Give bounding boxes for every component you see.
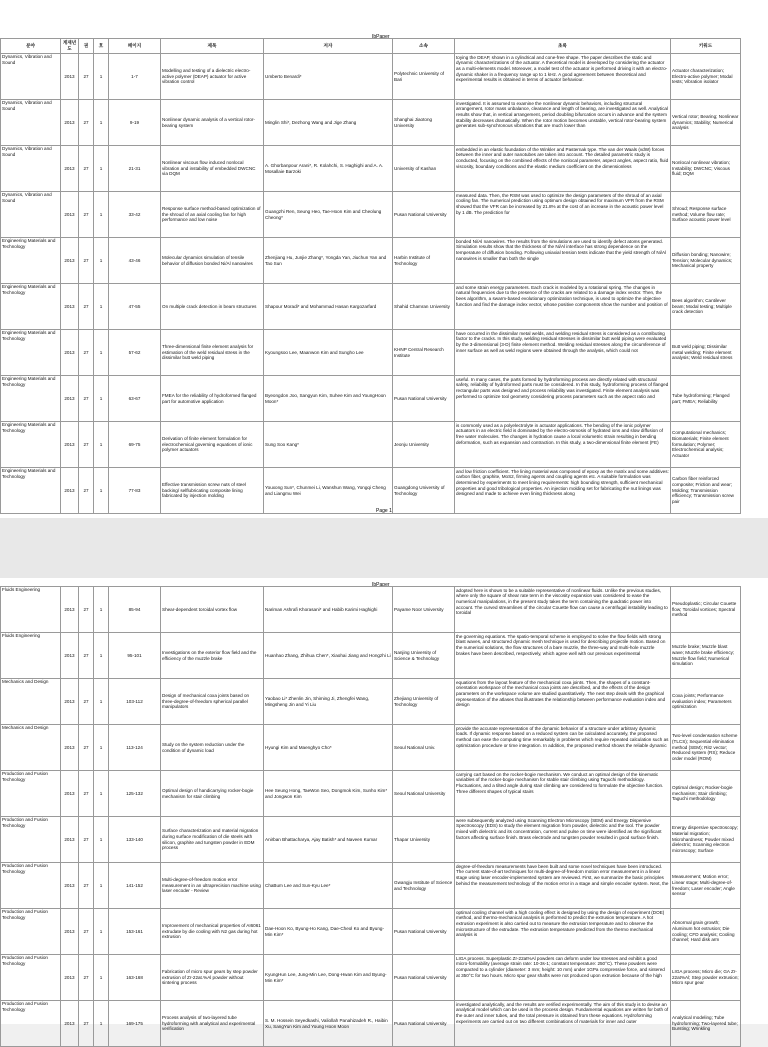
cell-year: 2013 — [61, 1001, 79, 1047]
document-page-2 — [0, 578, 768, 1032]
table-row — [1, 376, 741, 422]
cell-affiliation: Pusan National University — [393, 376, 455, 422]
cell-volume: 27 — [79, 100, 94, 146]
table-row — [1, 238, 741, 284]
cell-affiliation: Shanghai Jiaotong University — [393, 100, 455, 146]
cell-authors: S. M. Hossein Seyedkashi, Valiollah Panahizadeh R., Haibin Xu, SangYun Kim and Young Hoon Moon — [264, 1001, 393, 1047]
cell-pages: 69-75 — [109, 422, 161, 468]
cell-title: Fabrication of micro spur gears by step powder extrusion of Zr-22at.%Al powder without sintering process — [161, 955, 264, 1001]
cell-abstract — [455, 771, 671, 817]
col-header-affiliation: 소속 — [393, 39, 455, 54]
cell-field: Engineering Materials and Technology — [1, 422, 61, 468]
cell-affiliation: Zhejiang University of Technology — [393, 679, 455, 725]
cell-affiliation: Jeonju University — [393, 422, 455, 468]
cell-volume: 27 — [79, 422, 94, 468]
abstract-text: equations from the layout feature of the mechanical coxa joints. Then, the shapes of a constant-orientation workspace of the mechanical coxa joints are described, and the effects of the design parameters on the workspace volume are studied quantitatively. The next step deals with the graphical representation of the atlases that illustrates the relationship between performance evaluation index and design — [456, 679, 666, 708]
col-header-abstract: 초록 — [455, 39, 671, 54]
cell-volume: 27 — [79, 468, 94, 514]
cell-pages: 125-132 — [109, 771, 161, 817]
cell-field: Production and Fusion Technology — [1, 955, 61, 1001]
table-body-page-2 — [1, 587, 741, 1047]
cell-authors: Minglin Shi*, Dezhong Wang and Jige Zhang — [264, 100, 393, 146]
cell-pages: 141-152 — [109, 863, 161, 909]
cell-volume: 27 — [79, 771, 94, 817]
cell-abstract — [455, 955, 671, 1001]
cell-abstract — [455, 146, 671, 192]
cell-authors: Zhenjiang Hu, Junjie Zhang*, Yongda Yan, Jiuchun Yan and Tao Sun — [264, 238, 393, 284]
cell-abstract — [455, 284, 671, 330]
abstract-text: is commonly used as a polyelectrolyte in actuator applications. The bending of the ionic polymer actuators in an electric field is dominated by the electro-osmosis of hydrated ions and slow diffusion of free water molecules. The changes in hydration cause a local volumetric strain resulting in bending deformation, such as expansion and contraction. In this study, a two-dimensional finite element (FE) — [456, 422, 663, 445]
col-header-authors: 저자 — [264, 39, 393, 54]
abstract-text: investigated analytically, and the results are verified experimentally. The aim of this study is to devise an analytical model which can be used in the process design. Fundamental equations are written for both of the outer and inner tubes, and the total pressure is obtained from these equations. Hydroforming experiments are carried out on two different combinations of materials for inner and outer — [456, 1001, 669, 1024]
cell-title: Nonlinear viscous flow induced nonlocal vibration and instability of embedded DWCNC via DQM — [161, 146, 264, 192]
cell-field: Production and Fusion Technology — [1, 1001, 61, 1047]
cell-affiliation: Seoul National Univ. — [393, 725, 455, 771]
cell-volume: 27 — [79, 376, 94, 422]
cell-issue: 1 — [94, 679, 109, 725]
cell-keywords: Muzzle brake; Muzzle blast wave; Muzzle brake efficiency; Muzzle flow field; Numerical simulation — [671, 633, 741, 679]
cell-year: 2013 — [61, 679, 79, 725]
cell-authors: Dae-Hoon Ko, Byung-Ho Kang, Dae-Cheol Ko and Byung-Min Kim* — [264, 909, 393, 955]
cell-issue: 1 — [94, 725, 109, 771]
cell-authors: Youxong Sun*, Chunmei Li, Wanshun Wang, Yongqi Cheng and Liangmu Wei — [264, 468, 393, 514]
cell-abstract — [455, 863, 671, 909]
cell-year: 2013 — [61, 422, 79, 468]
cell-year: 2013 — [61, 863, 79, 909]
table-body-page-1 — [1, 54, 741, 514]
table-row — [1, 192, 741, 238]
col-header-issue: 호 — [94, 39, 109, 54]
cell-abstract — [455, 330, 671, 376]
cell-keywords: Butt weld piping; Dissimilar metal welding; Finite element analysis; Weld residual stress — [671, 330, 741, 376]
cell-affiliation: Pusan National University — [393, 1001, 455, 1047]
cell-volume: 27 — [79, 146, 94, 192]
table-row — [1, 817, 741, 863]
abstract-text: have occurred in the dissimilar metal welds, and welding residual stress is considered as a contributing factor to the cracks. In this study, welding residual stresses in dissimilar butt weld piping were evaluated by the 3-dimensional (3-D) finite element method. Welding residual stresses along the circumference of inner surface as well as weld regions were obtained through the analysis, which could not — [456, 330, 667, 353]
cell-pages: 103-112 — [109, 679, 161, 725]
page-separator — [0, 518, 768, 578]
cell-issue: 1 — [94, 100, 109, 146]
cell-volume: 27 — [79, 909, 94, 955]
cell-title: Study on the system reduction under the condition of dynamic load — [161, 725, 264, 771]
cell-affiliation: Nanjing University of Science & Technology — [393, 633, 455, 679]
cell-keywords: Abnormal grain growth; Aluminum hot extrusion; Die cooling; CFD analysis; Cooling channel; Hard disk arm — [671, 909, 741, 955]
table-row — [1, 771, 741, 817]
cell-year: 2013 — [61, 100, 79, 146]
cell-issue: 1 — [94, 863, 109, 909]
cell-volume: 27 — [79, 54, 94, 100]
cell-issue: 1 — [94, 909, 109, 955]
cell-keywords: Measurement; Motion error; Linear stage; Multi-degree-of-freedom; Laser encoder; Angle sensor — [671, 863, 741, 909]
cell-pages: 63-67 — [109, 376, 161, 422]
cell-year: 2013 — [61, 587, 79, 633]
abstract-text: embedded in an elastic foundation of the Winkler and Pasternak type. The van der Waals (vdW) forces between the inner and outer nanotubes are taken into account. The detailed parametric study is conducted, focusing on the combined effects of the nonlocal parameter, aspect angles, aspect ratio, fluid viscosity, boundary conditions and the elastic medium coefficient on the dimensionless — [456, 146, 669, 169]
cell-authors: Nariman Ashrafi Khorasani* and Habib Karimi Haghighi — [264, 587, 393, 633]
cell-issue: 1 — [94, 376, 109, 422]
cell-pages: 133-140 — [109, 817, 161, 863]
cell-pages: 77-83 — [109, 468, 161, 514]
abstract-text: measured data. Then, the RSM was used to optimize the design parameters of the shroud of an axial cooling fan. The numerical prediction using optimum design obtained for maximum VFR from the RSM showed that the VFR can be increased by 21.8% at the cost of an increase in the acoustic power level by 1 dB. The prediction for — [456, 192, 664, 215]
cell-year: 2013 — [61, 771, 79, 817]
cell-year: 2013 — [61, 238, 79, 284]
table-row — [1, 863, 741, 909]
cell-title: Modelling and testing of a dielectric electro-active polymer (DEAP) actuator for active vibration control — [161, 54, 264, 100]
table-row — [1, 468, 741, 514]
cell-pages: 113-124 — [109, 725, 161, 771]
cell-keywords: Analytical modeling; Tube hydroforming; Two-layered tube; Bursting; Wrinkling — [671, 1001, 741, 1047]
table-row — [1, 284, 741, 330]
cell-issue: 1 — [94, 146, 109, 192]
cell-affiliation: Shahid Chamran University — [393, 284, 455, 330]
cell-abstract — [455, 633, 671, 679]
cell-affiliation: Thapar University — [393, 817, 455, 863]
cell-abstract — [455, 192, 671, 238]
cell-keywords: Optimal design; Rocker-bogie mechanism; Stair climbing; Taguchi methodology — [671, 771, 741, 817]
cell-year: 2013 — [61, 468, 79, 514]
cell-authors: Hyungi Kim and Maenghyo Cho* — [264, 725, 393, 771]
cell-volume: 27 — [79, 192, 94, 238]
cell-issue: 1 — [94, 633, 109, 679]
cell-field: Engineering Materials and Technology — [1, 330, 61, 376]
cell-affiliation: Harbin Institute of Technology — [393, 238, 455, 284]
cell-title: Design of mechanical coxa joints based on three-degree-of-freedom spherical parallel manipulators — [161, 679, 264, 725]
abstract-text: optimal cooling channel with a high cooling effect is designed by using the design of experiment (DOE) method, and thermo-mechanical analysis is performed to predict the extrusion temperature. A hot extrusion experiment is also carried out to measure the extrusion temperature and to observe the microstructure of the extrudate. The extrusion temperature predicted from the thermo mechanical analysis is — [456, 909, 665, 938]
cell-year: 2013 — [61, 330, 79, 376]
col-header-field: 분야 — [1, 39, 61, 54]
cell-pages: 47-55 — [109, 284, 161, 330]
cell-title: Shear-dependent toroidal vortex flow — [161, 587, 264, 633]
cell-keywords: Diffusion bonding; Nanowire; Tension; Molecular dynamics; Mechanical property — [671, 238, 741, 284]
cell-authors: A. Ghorbanpour Arani*, R. Kolahchi, S. Haghighi and A. A. Mosallaie Barzoki — [264, 146, 393, 192]
cell-authors: ChaBum Lee and Sun-Kyu Lee* — [264, 863, 393, 909]
cell-issue: 1 — [94, 284, 109, 330]
cell-keywords: Nonlocal nonlinear vibration; Instability; DWCNC; Viscous fluid; DQM — [671, 146, 741, 192]
cell-keywords: Carbon fiber reinforced composite; Friction and wear; Molding; Transmission efficiency; Transmission screw pair — [671, 468, 741, 514]
cell-keywords: Actuator characterization; Electro-active polymer; Modal tests; Vibration isolator — [671, 54, 741, 100]
cell-volume: 27 — [79, 817, 94, 863]
abstract-text: bonded Ni/Al nanowires. The results from the simulations are used to identify defect atoms generated. Simulation results show that the thickness of the Ni/Al interface has strong dependence on the temperature of diffusion bonding. Following uniaxial tension tests indicate that the yield strength of Ni/Al nanowires is smaller than both the single — [456, 238, 667, 261]
cell-pages: 57-62 — [109, 330, 161, 376]
abstract-text: toying the DEAP, shown in a cylindrical and cone-free shape. The paper describes the static and dynamic characterizations of the actuator. A theoretical model is developed by considering the actuator as a multi-elements model. Moreover, a model test of the actuator is performed driving it with an electro-dynamic shaker in a frequency range up to 1 kHz. A good agreement between theoretical and experimental results is obtained in terms of actuator behaviour. — [456, 54, 668, 83]
abstract-text: carrying cart based on the rocker-bogie mechanism. We conduct an optimal design of the kinematic variables of the rocker-bogie mechanism for stable stair climbing using Taguchi methodology. Fluctuations, and a tilted angle during stair climbing are considered to formulate the objective function. Three different shapes of typical stairs — [456, 771, 664, 794]
cell-keywords: Pseudoplastic; Circular Couette flow; Toroidal vortices; Spectral method — [671, 587, 741, 633]
cell-issue: 1 — [94, 238, 109, 284]
table-row — [1, 633, 741, 679]
cell-title: Process analysis of two-layered tube hydroforming with analytical and experimental verification — [161, 1001, 264, 1047]
cell-keywords: LIGA process; Micro die; GA Zr-22at%Al; Step powder extrusion; Micro spur gear — [671, 955, 741, 1001]
cell-issue: 1 — [94, 1001, 109, 1047]
cell-authors: Anirban Bhattacharya, Ajay Batish* and Naveen Kumar — [264, 817, 393, 863]
cell-keywords: Two-level condensation scheme (TLCS); Sequential elimination method (SEM); Ritz vector; Reduced system (RS); Reduce order model (ROM) — [671, 725, 741, 771]
cell-affiliation: University of Kashan — [393, 146, 455, 192]
abstract-text: and low friction coefficient. The lining material was composed of epoxy as the matrix and some additives: carbon fiber, graphite, MoS2, firming agents and coupling agents etc. A suitable formulation was determined by experiments to meet lining requirements: high bounding strength, sufficient mechanical properties and good tribological properties. An injection molding set for fabricating the nut linings was designed and made to achieve even lining thickness along — [456, 468, 669, 497]
cell-abstract — [455, 376, 671, 422]
cell-pages: 9-19 — [109, 100, 161, 146]
cell-field: Production and Fusion Technology — [1, 909, 61, 955]
cell-volume: 27 — [79, 955, 94, 1001]
cell-year: 2013 — [61, 817, 79, 863]
col-header-volume: 권 — [79, 39, 94, 54]
cell-abstract — [455, 100, 671, 146]
table-row — [1, 679, 741, 725]
cell-volume: 27 — [79, 863, 94, 909]
cell-title: On multiple crack detection in beam structures — [161, 284, 264, 330]
cell-year: 2013 — [61, 192, 79, 238]
abstract-text: and some strain energy parameters. Each crack is modeled by a rotational spring. The changes in natural frequencies due to the presence of the cracks are related to a damage index vector. Then, the bees algorithm, a swarm-based evolutionary optimization technique, is used to optimize the objective function and find the damage index vector, whose positive components show the number and position of — [456, 284, 668, 307]
table-row — [1, 725, 741, 771]
table-row — [1, 587, 741, 633]
cell-issue: 1 — [94, 955, 109, 1001]
cell-field: Engineering Materials and Technology — [1, 376, 61, 422]
cell-volume: 27 — [79, 238, 94, 284]
cell-pages: 163-168 — [109, 955, 161, 1001]
cell-field: Mechanics and Design — [1, 725, 61, 771]
cell-volume: 27 — [79, 284, 94, 330]
cell-keywords: Tube hydroforming; Flanged part; FMEA; Reliability — [671, 376, 741, 422]
cell-title: Investigations on the exterior flow field and the efficiency of the muzzle brake — [161, 633, 264, 679]
table-row — [1, 146, 741, 192]
table-row — [1, 54, 741, 100]
cell-keywords: Shroud; Response surface method; Volume flow rate; Surface acoustic power level — [671, 192, 741, 238]
cell-volume: 27 — [79, 633, 94, 679]
cell-year: 2013 — [61, 725, 79, 771]
cell-title: Effective transmission screw nuts of steel backing/ selflubricating composite lining fabricated by injection molding — [161, 468, 264, 514]
cell-field: Dynamics, Vibration and Sound — [1, 192, 61, 238]
cell-keywords: Computational mechanics; Biomaterials; Finite element formulation; Polymer; Electrochemical analysis; Actuator — [671, 422, 741, 468]
cell-title: Derivation of finite element formulation for electrochemical governing equations of ionic polymer actuators — [161, 422, 264, 468]
table-row — [1, 909, 741, 955]
cell-field: Engineering Materials and Technology — [1, 284, 61, 330]
cell-title: Molecular dynamics simulation of tensile behavior of diffusion bonded Ni/Al nanowires — [161, 238, 264, 284]
cell-year: 2013 — [61, 376, 79, 422]
cell-volume: 27 — [79, 1001, 94, 1047]
cell-affiliation: KHNP Central Research Institute — [393, 330, 455, 376]
page-header-tag: IbPaper — [372, 582, 390, 588]
cell-volume: 27 — [79, 587, 94, 633]
cell-field: Dynamics, Vibration and Sound — [1, 100, 61, 146]
cell-title: Surface characterization and material migration during surface modification of die steels with silicon, graphite and tungsten powder in EDM process — [161, 817, 264, 863]
cell-field: Mechanics and Design — [1, 679, 61, 725]
table-row — [1, 955, 741, 1001]
cell-issue: 1 — [94, 422, 109, 468]
document-page-1 — [0, 0, 768, 518]
abstract-text: were subsequently analyzed using Scanning Electron Microscopy (SEM) and Energy Dispersive Spectroscopy (EDS) to study the element migration from powder, dielectric and the tool. The powder mixed with dielectric and its concentration, current and pulse on time were identified as the significant factors affecting surface finish. Brass electrode and tungsten powder resulted in good surface finish. — [456, 817, 662, 840]
abstract-text: the governing equations. The spatio-temporal scheme is employed to solve the flow fields with strong blast waves, and structured dynamic mesh technique is used for describing projectile motion. Based on the numerical solutions, the flow structures of a bare muzzle, the three-way and multi-hole muzzle brakes have been described, respectively, which agree well with our previous experimental — [456, 633, 666, 656]
cell-affiliation: Pusan National University — [393, 909, 455, 955]
cell-affiliation: Pusan National University — [393, 192, 455, 238]
col-header-year: 게재년도 — [61, 39, 79, 54]
cell-title: Nonlinear dynamic analysis of a vertical rotor-bearing system — [161, 100, 264, 146]
cell-authors: Byeongdon Joo, Sangyun Kim, Suhee Kim and YoungHoon Moon* — [264, 376, 393, 422]
cell-year: 2013 — [61, 909, 79, 955]
cell-affiliation: Polytechnic University of Bari — [393, 54, 455, 100]
cell-affiliation: Pusan National University — [393, 955, 455, 1001]
cell-abstract — [455, 468, 671, 514]
cell-title: Three-dimensional finite element analysis for estimation of the weld residual stress in the dissimilar butt weld piping — [161, 330, 264, 376]
cell-pages: 85-94 — [109, 587, 161, 633]
cell-abstract — [455, 679, 671, 725]
cell-issue: 1 — [94, 817, 109, 863]
page-header-tag: IbPaper — [372, 34, 390, 40]
col-header-keywords: 키워드 — [671, 39, 741, 54]
cell-issue: 1 — [94, 330, 109, 376]
cell-volume: 27 — [79, 330, 94, 376]
table-row — [1, 422, 741, 468]
cell-field: Production and Fusion Technology — [1, 817, 61, 863]
cell-authors: Kyoungsoo Lee, Maanwon Kim and Sungho Lee — [264, 330, 393, 376]
abstract-text: LIGA process. Superplastic Zr-22at%Al powders can deform under low stresses and exhibit a good micro-formability (average strain rate: 10-3s-1; constant temperature: 250°C). These powders were compacted to a cylinder (diameter: 3 mm; height: 10 mm) under 1GPa compressive force, and sintered at 350°C for two hours. Micro spur gear shafts were not produced upon extrusion because of the high — [456, 955, 665, 978]
cell-abstract — [455, 587, 671, 633]
cell-year: 2013 — [61, 955, 79, 1001]
cell-year: 2013 — [61, 146, 79, 192]
cell-title: Improvement of mechanical properties of AI6061 extrudate by die cooling with N2 gas during hot extrusion — [161, 909, 264, 955]
cell-volume: 27 — [79, 725, 94, 771]
cell-field: Production and Fusion Technology — [1, 771, 61, 817]
cell-volume: 27 — [79, 679, 94, 725]
cell-year: 2013 — [61, 633, 79, 679]
cell-pages: 153-161 — [109, 909, 161, 955]
abstract-text: provide the accurate representation of the dynamic behavior of a structure under arbitrary dynamic loads. If dynamic response based on a reduced system can be calculated accurately, the proposed method can ease the computing time remarkably in problems which require repeated calculation such as optimization procedure or time integration. In addition, the proposed method shows the reliable dynamic — [456, 725, 669, 748]
cell-year: 2013 — [61, 54, 79, 100]
cell-authors: Sung Soo Kang* — [264, 422, 393, 468]
page-footer: Page 1 — [376, 508, 392, 514]
cell-authors: Guangzhi Ren, Seung Heo, Tae-Hoon Kim and Cheolung Cheong* — [264, 192, 393, 238]
cell-issue: 1 — [94, 587, 109, 633]
table-row — [1, 100, 741, 146]
col-header-pages: 페이지 — [109, 39, 161, 54]
abstract-text: investigated. It is assumed to examine the nonlinear dynamic behaviors, including structural arrangement, rotor mass unbalance, clearance and length of bearing, are investigated as well. Analytical results show that, in vertical arrangement, period doubling bifurcation occurs in advance and the system stability decreases dramatically. When the rotor motion becomes unstable, vertical rotor-bearing system generates sub-synchronous vibrations that are much lower than — [456, 100, 668, 129]
cell-authors: Hee Seung Hong, TaeWon Seo, Dongmok Kim, Sunho Kim* and Jongwon Kim — [264, 771, 393, 817]
cell-pages: 1-7 — [109, 54, 161, 100]
cell-affiliation: Payame Noor University — [393, 587, 455, 633]
cell-authors: Yaobao Li* Zhenlin Jin, Shiming Ji, Zhengfei Wang, Mingsheng Jin and Yi Liu — [264, 679, 393, 725]
cell-pages: 33-42 — [109, 192, 161, 238]
cell-authors: Shapour Moradi* and Mohammad Hasan Kargozarfard — [264, 284, 393, 330]
cell-affiliation: Gwangju Institute of Science and Technology — [393, 863, 455, 909]
cell-field: Fluids Engineering — [1, 587, 61, 633]
cell-authors: Huanhao Zhang, Zhihua Chen*, Xiaohai Jiang and Hongzhi Li — [264, 633, 393, 679]
cell-keywords: Coxa joints; Performance evaluation index; Parameters optimization — [671, 679, 741, 725]
col-header-title: 제목 — [161, 39, 264, 54]
abstract-text: adopted here is shown to be a suitable representative of nonlinear fluids. Unlike the previous studies, where only the square of shear rate term in the viscosity expansion was considered to ease the numerical manipulations, in the present study takes the term containing the quadratic power into account. The curved streamlines of the circular Couette flow can cause a centrifugal instability leading to toroidal — [456, 587, 668, 616]
cell-abstract — [455, 909, 671, 955]
cell-issue: 1 — [94, 192, 109, 238]
cell-title: Multi-degree-of-freedom motion error measurement in an ultraprecision machine using laser encoder - Review — [161, 863, 264, 909]
cell-authors: Umberto Benardi* — [264, 54, 393, 100]
cell-title: FMEA for the reliability of hydroformed flanged part for automotive application — [161, 376, 264, 422]
cell-year: 2013 — [61, 284, 79, 330]
cell-keywords: Energy dispersive spectroscopy; Material migration; Microhardness; Powder mixed dielectric; Scanning electron microscopy; Surface — [671, 817, 741, 863]
cell-issue: 1 — [94, 468, 109, 514]
cell-affiliation: Seoul National University — [393, 771, 455, 817]
cell-abstract — [455, 54, 671, 100]
abstract-text: degree-of-freedom measurements have been built and some novel techniques have been introduced. The current state-of-art techniques for multi-degree-of-freedom motion error measurement in a linear stage using laser encoder-implemented system are reviewed. First, we summarize the basic principles behind the measurement technology of the motion error in a stage and simple encoder system. Next, the — [456, 863, 669, 886]
table-row — [1, 330, 741, 376]
cell-field: Production and Fusion Technology — [1, 863, 61, 909]
cell-field: Engineering Materials and Technology — [1, 238, 61, 284]
cell-keywords: Vertical rotor; Bearing; Nonlinear dynamics; Stability; Numerical analysis — [671, 100, 741, 146]
cell-field: Fluids Engineering — [1, 633, 61, 679]
cell-keywords: Bees algorithm; Cantilever beam; Modal testing; Multiple crack detection — [671, 284, 741, 330]
article-table-page-1 — [0, 38, 741, 514]
cell-field: Engineering Materials and Technology — [1, 468, 61, 514]
cell-title: Optimal design of handicarrying rocker-bogie mechanism for stair climbing — [161, 771, 264, 817]
cell-pages: 43-46 — [109, 238, 161, 284]
cell-abstract — [455, 238, 671, 284]
table-header-row — [1, 39, 741, 54]
cell-field: Dynamics, Vibration and Sound — [1, 146, 61, 192]
abstract-text: useful. In many cases, the parts formed by hydroforming process are directly related with structural safety, reliability of hydroformed parts must be considered. In this study, hydroforming process of flanged rectangular parts was designed and process reliability was investigated. Finite element analysis was performed to optimize tool geometry considering process parameters such as the aspect ratio and — [456, 376, 669, 399]
cell-issue: 1 — [94, 54, 109, 100]
cell-abstract — [455, 817, 671, 863]
cell-affiliation: Guangdong University of Technology — [393, 468, 455, 514]
cell-issue: 1 — [94, 771, 109, 817]
cell-abstract — [455, 422, 671, 468]
cell-abstract — [455, 725, 671, 771]
cell-field: Dynamics, Vibration and Sound — [1, 54, 61, 100]
cell-pages: 95-101 — [109, 633, 161, 679]
cell-pages: 21-31 — [109, 146, 161, 192]
cell-pages: 169-175 — [109, 1001, 161, 1047]
article-table-page-2 — [0, 586, 741, 1047]
cell-title: Response surface method-based optimization of the shroud of an axial cooling fan for high performance and low noise — [161, 192, 264, 238]
cell-authors: KyungHun Lee, Jung-Min Lee, Dong-Hwan Kim and Byung-Min Kim* — [264, 955, 393, 1001]
